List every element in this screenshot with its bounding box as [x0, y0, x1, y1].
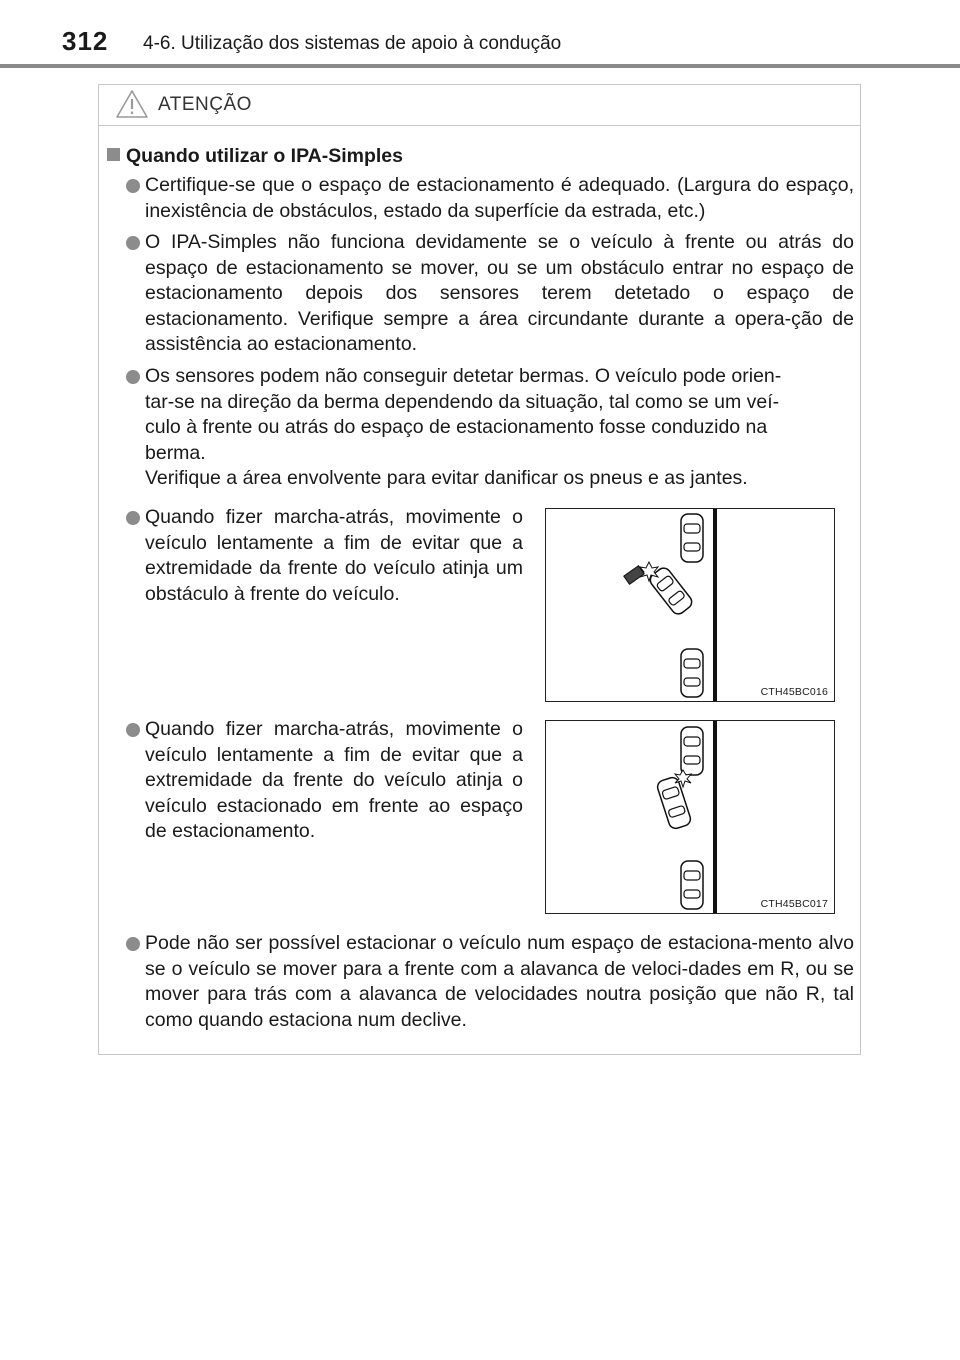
- parked-car-front: [681, 727, 703, 775]
- page-header: [0, 0, 960, 70]
- figure-obstacle: [545, 508, 835, 702]
- bullet-6: [145, 931, 854, 1033]
- bullet-4: [145, 505, 523, 607]
- figure-parked-vehicle: [545, 720, 835, 914]
- warning-label: ATENÇÃO: [158, 94, 252, 115]
- parked-car-front: [681, 514, 703, 562]
- round-bullet-icon: [126, 370, 140, 384]
- figure-code: CTH45BC017: [760, 898, 828, 910]
- bullet-3-line-4: berma.: [145, 441, 206, 464]
- bullet-2: [145, 230, 854, 358]
- sub-heading-text: Quando utilizar o IPA-Simples: [126, 145, 403, 167]
- round-bullet-icon: [126, 937, 140, 951]
- page-number: 312: [62, 26, 109, 56]
- bullet-5: [145, 717, 523, 845]
- bullet-3-line-1: Os sensores podem não conseguir detetar bermas. O veículo pode orien-: [145, 365, 782, 387]
- parked-car-rear: [681, 649, 703, 697]
- bullet-4-text: Quando fizer marcha-atrás, movimente o veículo lentamente a fim de evitar que a extremidade da frente do veículo atinja um obstáculo à frente do veículo.: [145, 506, 523, 605]
- bullet-3-note: Verifique a área envolvente para evitar danificar os pneus e as jantes.: [145, 467, 748, 490]
- round-bullet-icon: [126, 723, 140, 737]
- bullet-3-line-2: tar-se na direção da berma dependendo da situação, tal como se um veí-: [145, 390, 780, 413]
- bullet-5-text: Quando fizer marcha-atrás, movimente o veículo lentamente a fim de evitar que a extremidade da frente do veículo atinja o veículo estacionado em frente ao espaço de estacionamento.: [145, 718, 523, 843]
- header-rule: [0, 64, 960, 68]
- bullet-1: [145, 173, 854, 224]
- parked-car-rear: [681, 861, 703, 909]
- sub-heading: [107, 145, 403, 168]
- figure-code: CTH45BC016: [760, 686, 828, 698]
- round-bullet-icon: [126, 179, 140, 193]
- parking-vehicle-illustration: [546, 721, 834, 913]
- bullet-6-text: Pode não ser possível estacionar o veículo num espaço de estaciona-mento alvo se o veículo se mover para a frente com a alavanca de veloci-dades em R, ou se mover para trás com a alavanca de velocidades noutra posição que não R, tal como quando estaciona num declive.: [145, 932, 854, 1031]
- round-bullet-icon: [126, 236, 140, 250]
- bullet-2-text: O IPA-Simples não funciona devidamente se o veículo à frente ou atrás do espaço de estacionamento se mover, ou se um obstáculo entrar no espaço de estacionamento depois dos sensores terem detetado o espaço de estacionamento. Verifique sempre a área circundante durante a opera-ção de assistência ao estacionamento.: [145, 231, 854, 356]
- bullet-1-text: Certifique-se que o espaço de estacionamento é adequado. (Largura do espaço, inexistência de obstáculos, estado da superfície da estrada, etc.): [145, 174, 854, 222]
- warning-box: [98, 84, 861, 1055]
- warning-triangle-icon: [115, 89, 149, 119]
- warning-header: [99, 85, 860, 126]
- square-bullet-icon: [107, 148, 120, 161]
- reversing-car: [656, 776, 692, 830]
- round-bullet-icon: [126, 511, 140, 525]
- section-title: 4-6. Utilização dos sistemas de apoio à condução: [143, 33, 562, 54]
- bullet-3-line-3: culo à frente ou atrás do espaço de estacionamento fosse conduzido na: [145, 416, 768, 439]
- parking-obstacle-illustration: [546, 509, 834, 701]
- bullet-3: [145, 364, 854, 492]
